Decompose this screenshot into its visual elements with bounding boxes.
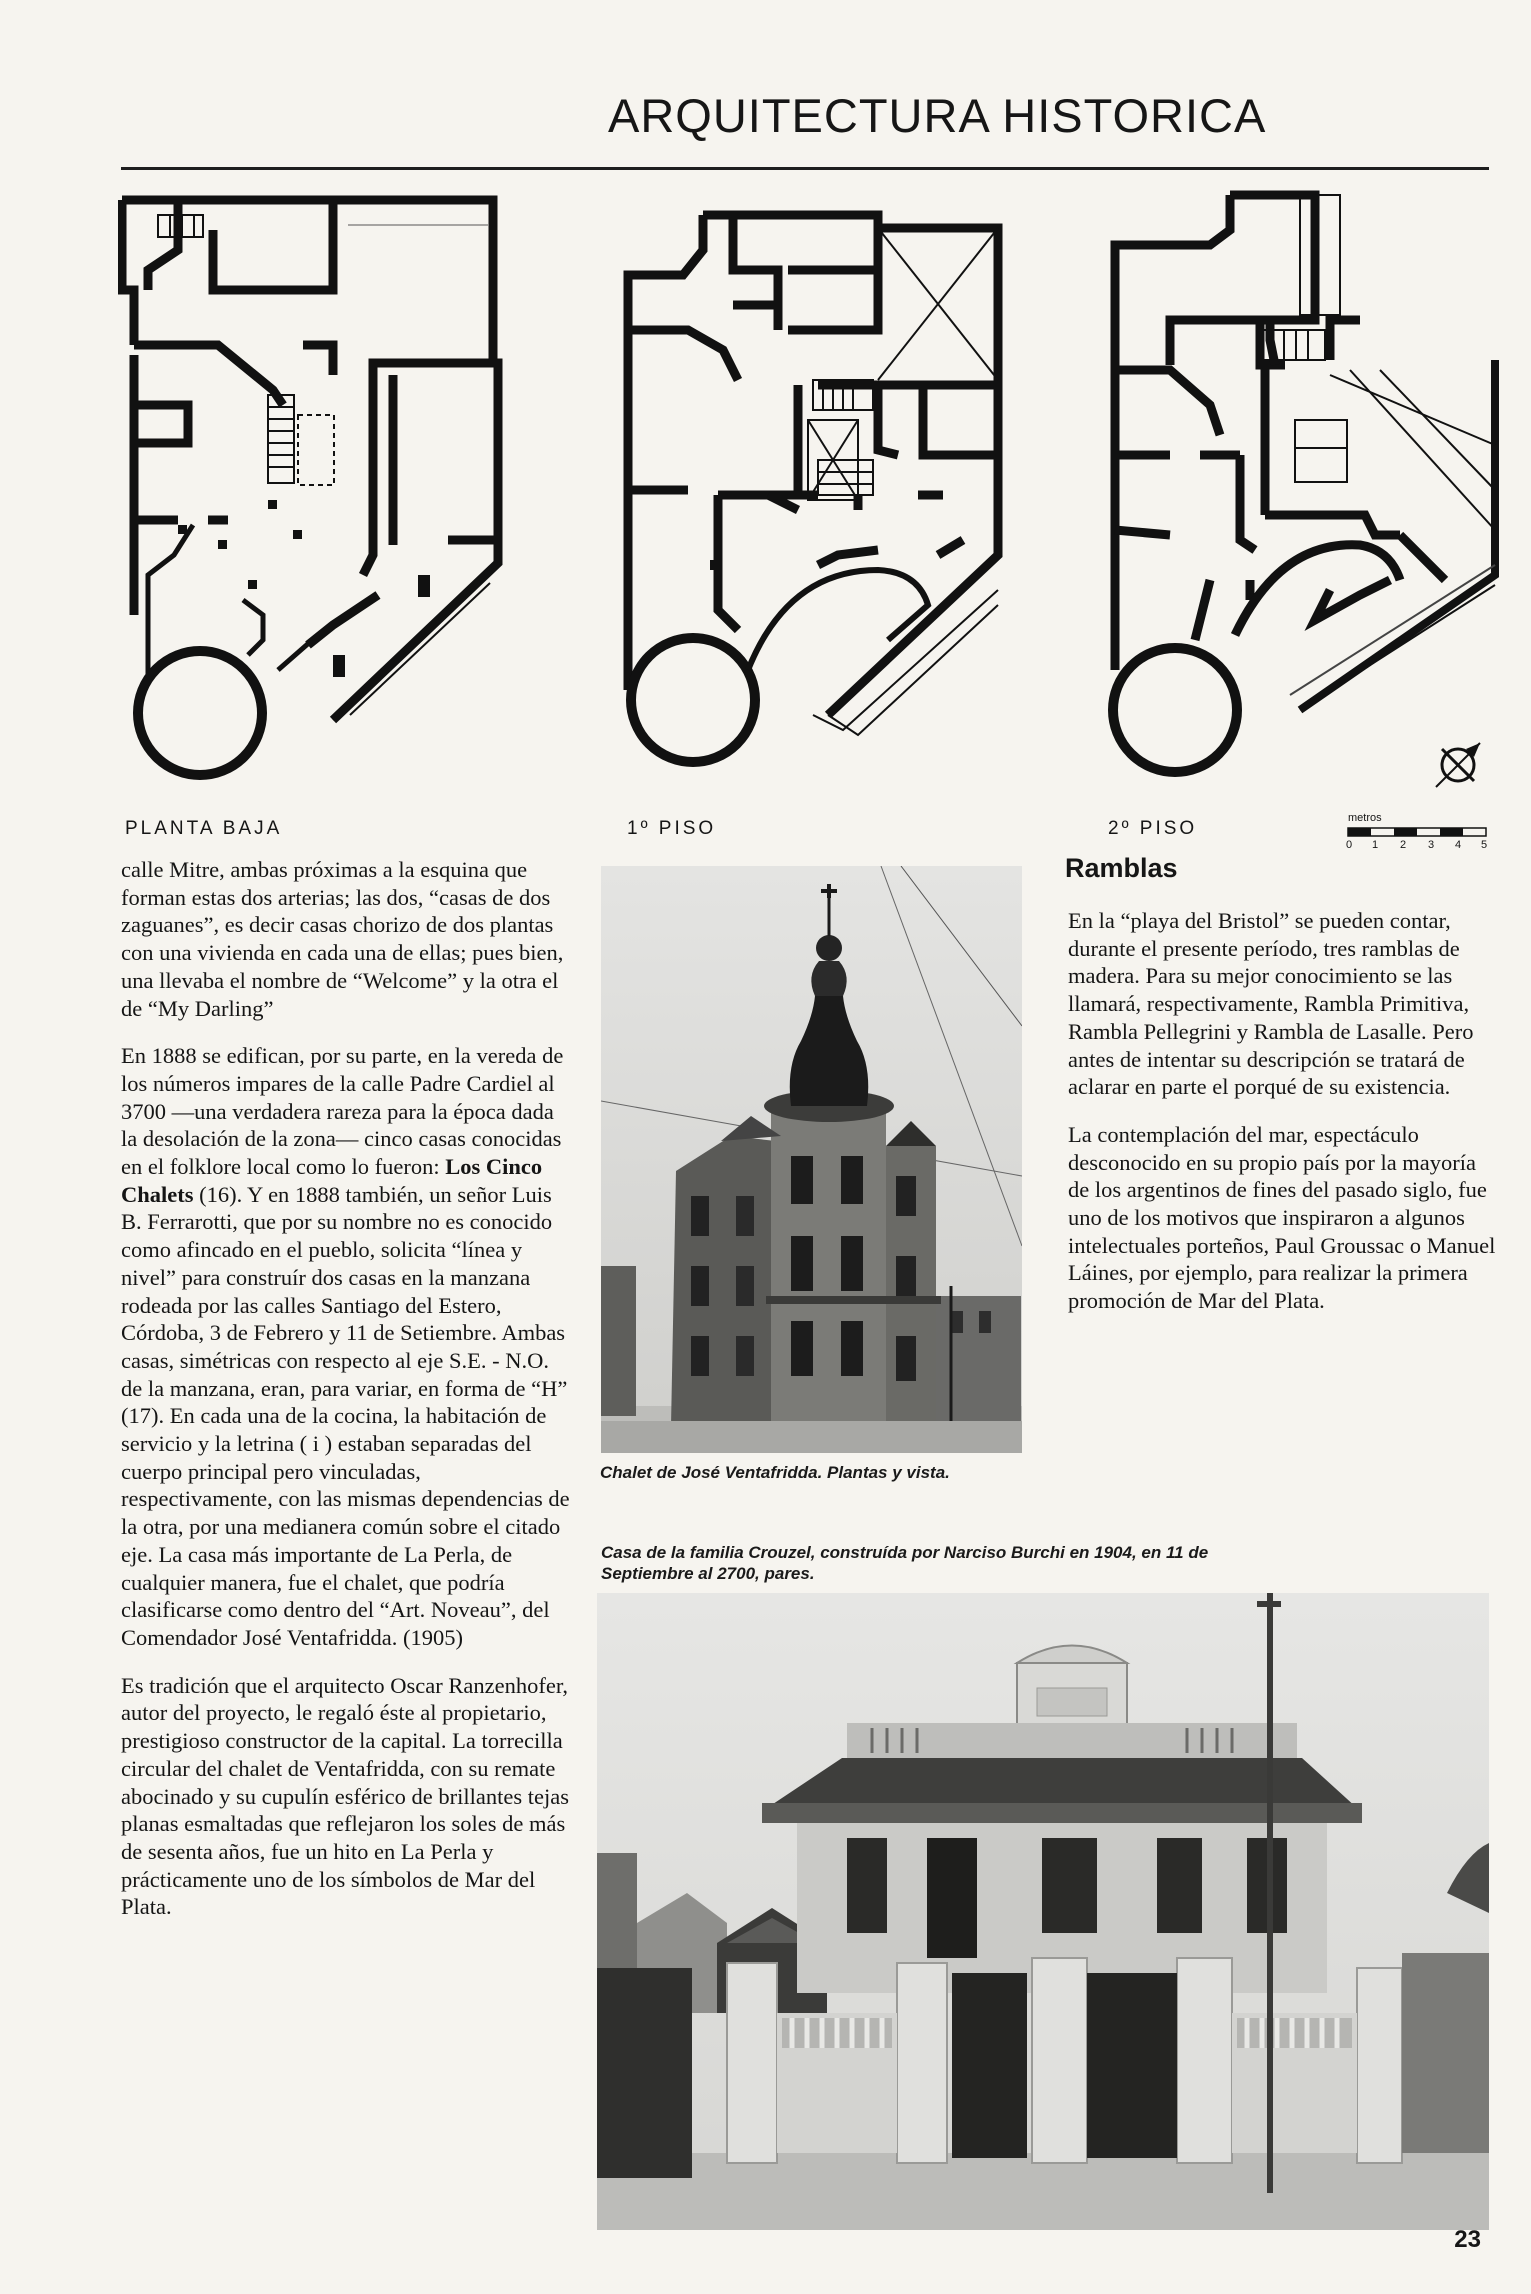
floor-plan-2-piso bbox=[1100, 190, 1500, 790]
floor-plan-1-piso bbox=[618, 210, 1008, 790]
plan-label-planta-baja: PLANTA BAJA bbox=[125, 818, 283, 839]
chalet-ventafridda-photo bbox=[601, 866, 1022, 1453]
paragraph-cinco-chalets-text-a: En 1888 se edifican, por su parte, en la vereda de los números impares de la calle Padre Cardiel al 3700 —una verdadera rareza para la época dada la desolación de la zona— cinco casas conocidas en el folklore local como lo fueron: bbox=[121, 1043, 564, 1180]
paragraph-mitre: calle Mitre, ambas próximas a la esquina que forman estas dos arterias; las dos, “casas de dos zaguanes”, es decir casas chorizo de dos plantas con una vivienda en cada una de ellas; pues bien, una llevaba el nombre de “Welcome” y la otra el de “My Darling” bbox=[121, 857, 564, 1021]
scale-tick-0: 0 bbox=[1346, 839, 1353, 851]
paragraph-ranzenhofer: Es tradición que el arquitecto Oscar Ranzenhofer, autor del proyecto, le regaló éste al propietario, prestigioso constructor de la capital. La torrecilla circular del chalet de Ventafridda, con su remate abocinado y su cupulín esférico de brillantes tejas planas esmaltadas que reflejaron los soles de más de sesenta años, fue un hito en La Perla y prácticamente uno de los símbolos de Mar del Plata. bbox=[121, 1672, 569, 1920]
section-heading-ramblas: Ramblas bbox=[1065, 853, 1178, 883]
scale-bar bbox=[1345, 812, 1490, 857]
plan-label-1-piso: 1º PISO bbox=[627, 818, 717, 839]
paragraph-playa-bristol: En la “playa del Bristol” se pueden contar, durante el presente período, tres ramblas de madera. Para su mejor conocimiento se las llamará, respectivamente, Rambla Primitiva, Rambla Pellegrini y Rambla de Lasalle. Pero antes de intentar su descripción se tratará de aclarar en parte el porqué de su existencia. bbox=[1068, 908, 1474, 1100]
scale-tick-3: 3 bbox=[1428, 839, 1435, 851]
north-arrow-icon bbox=[1428, 735, 1488, 795]
header-rule bbox=[121, 167, 1489, 170]
scale-unit: metros bbox=[1348, 812, 1382, 824]
floor-plan-planta-baja bbox=[118, 195, 508, 790]
scale-tick-2: 2 bbox=[1400, 839, 1407, 851]
los-cinco-chalets-term: Los Cinco Chalets bbox=[121, 1154, 543, 1207]
paragraph-contemplacion-mar: La contemplación del mar, espectáculo desconocido en su propio país por la mayoría de los argentinos de fines del pasado siglo, fue uno de los motivos que inspiraron a algunos intelectuales porteños, Paul Groussac o Manuel Láines, por ejemplo, para realizar la primera promoción de Mar del Plata. bbox=[1068, 1121, 1496, 1314]
scale-tick-1: 1 bbox=[1372, 839, 1379, 851]
right-column-text bbox=[1068, 907, 1500, 1335]
page-title: ARQUITECTURA HISTORICA bbox=[608, 89, 1267, 142]
paragraph-cinco-chalets bbox=[121, 1042, 571, 1651]
caption-crouzel: Casa de la familia Crouzel, construída por Narciso Burchi en 1904, en 11 de Septiembre al 2700, pares. bbox=[601, 1543, 1209, 1583]
paragraph-cinco-chalets-text-b: (16). Y en 1888 también, un señor Luis B. Ferrarotti, que por su nombre no es conocido como afincado en el pueblo, solicita “línea y nivel” para construír dos casas en la manzana rodeada por las calles Santiago del Estero, Córdoba, 3 de Febrero y 11 de Setiembre. Ambas casas, simétricas con respecto al eje S.E. - N.O. de la manzana, eran, para variar, en forma de “H” (17). En cada una de la cocina, la habitación de servicio y la letrina ( i ) estaban separadas del cuerpo principal pero vinculadas, respectivamente, con las mismas dependencias de la otra, por una medianera común sobre el citado eje. La casa más importante de La Perla, de cualquier manera, fue el chalet, que podría clasificarse como dentro del “Art. Noveau”, del Comendador José Ventafridda. (1905) bbox=[121, 1181, 570, 1650]
page-number: 23 bbox=[1454, 2226, 1481, 2253]
scale-tick-4: 4 bbox=[1455, 839, 1462, 851]
scale-bar-graphic bbox=[1345, 825, 1490, 839]
left-column-text bbox=[121, 856, 571, 1941]
scale-tick-5: 5 bbox=[1481, 839, 1488, 851]
crouzel-house-photo bbox=[597, 1593, 1489, 2230]
caption-chalet: Chalet de José Ventafridda. Plantas y vista. bbox=[600, 1463, 950, 1482]
plan-label-2-piso: 2º PISO bbox=[1108, 818, 1198, 839]
